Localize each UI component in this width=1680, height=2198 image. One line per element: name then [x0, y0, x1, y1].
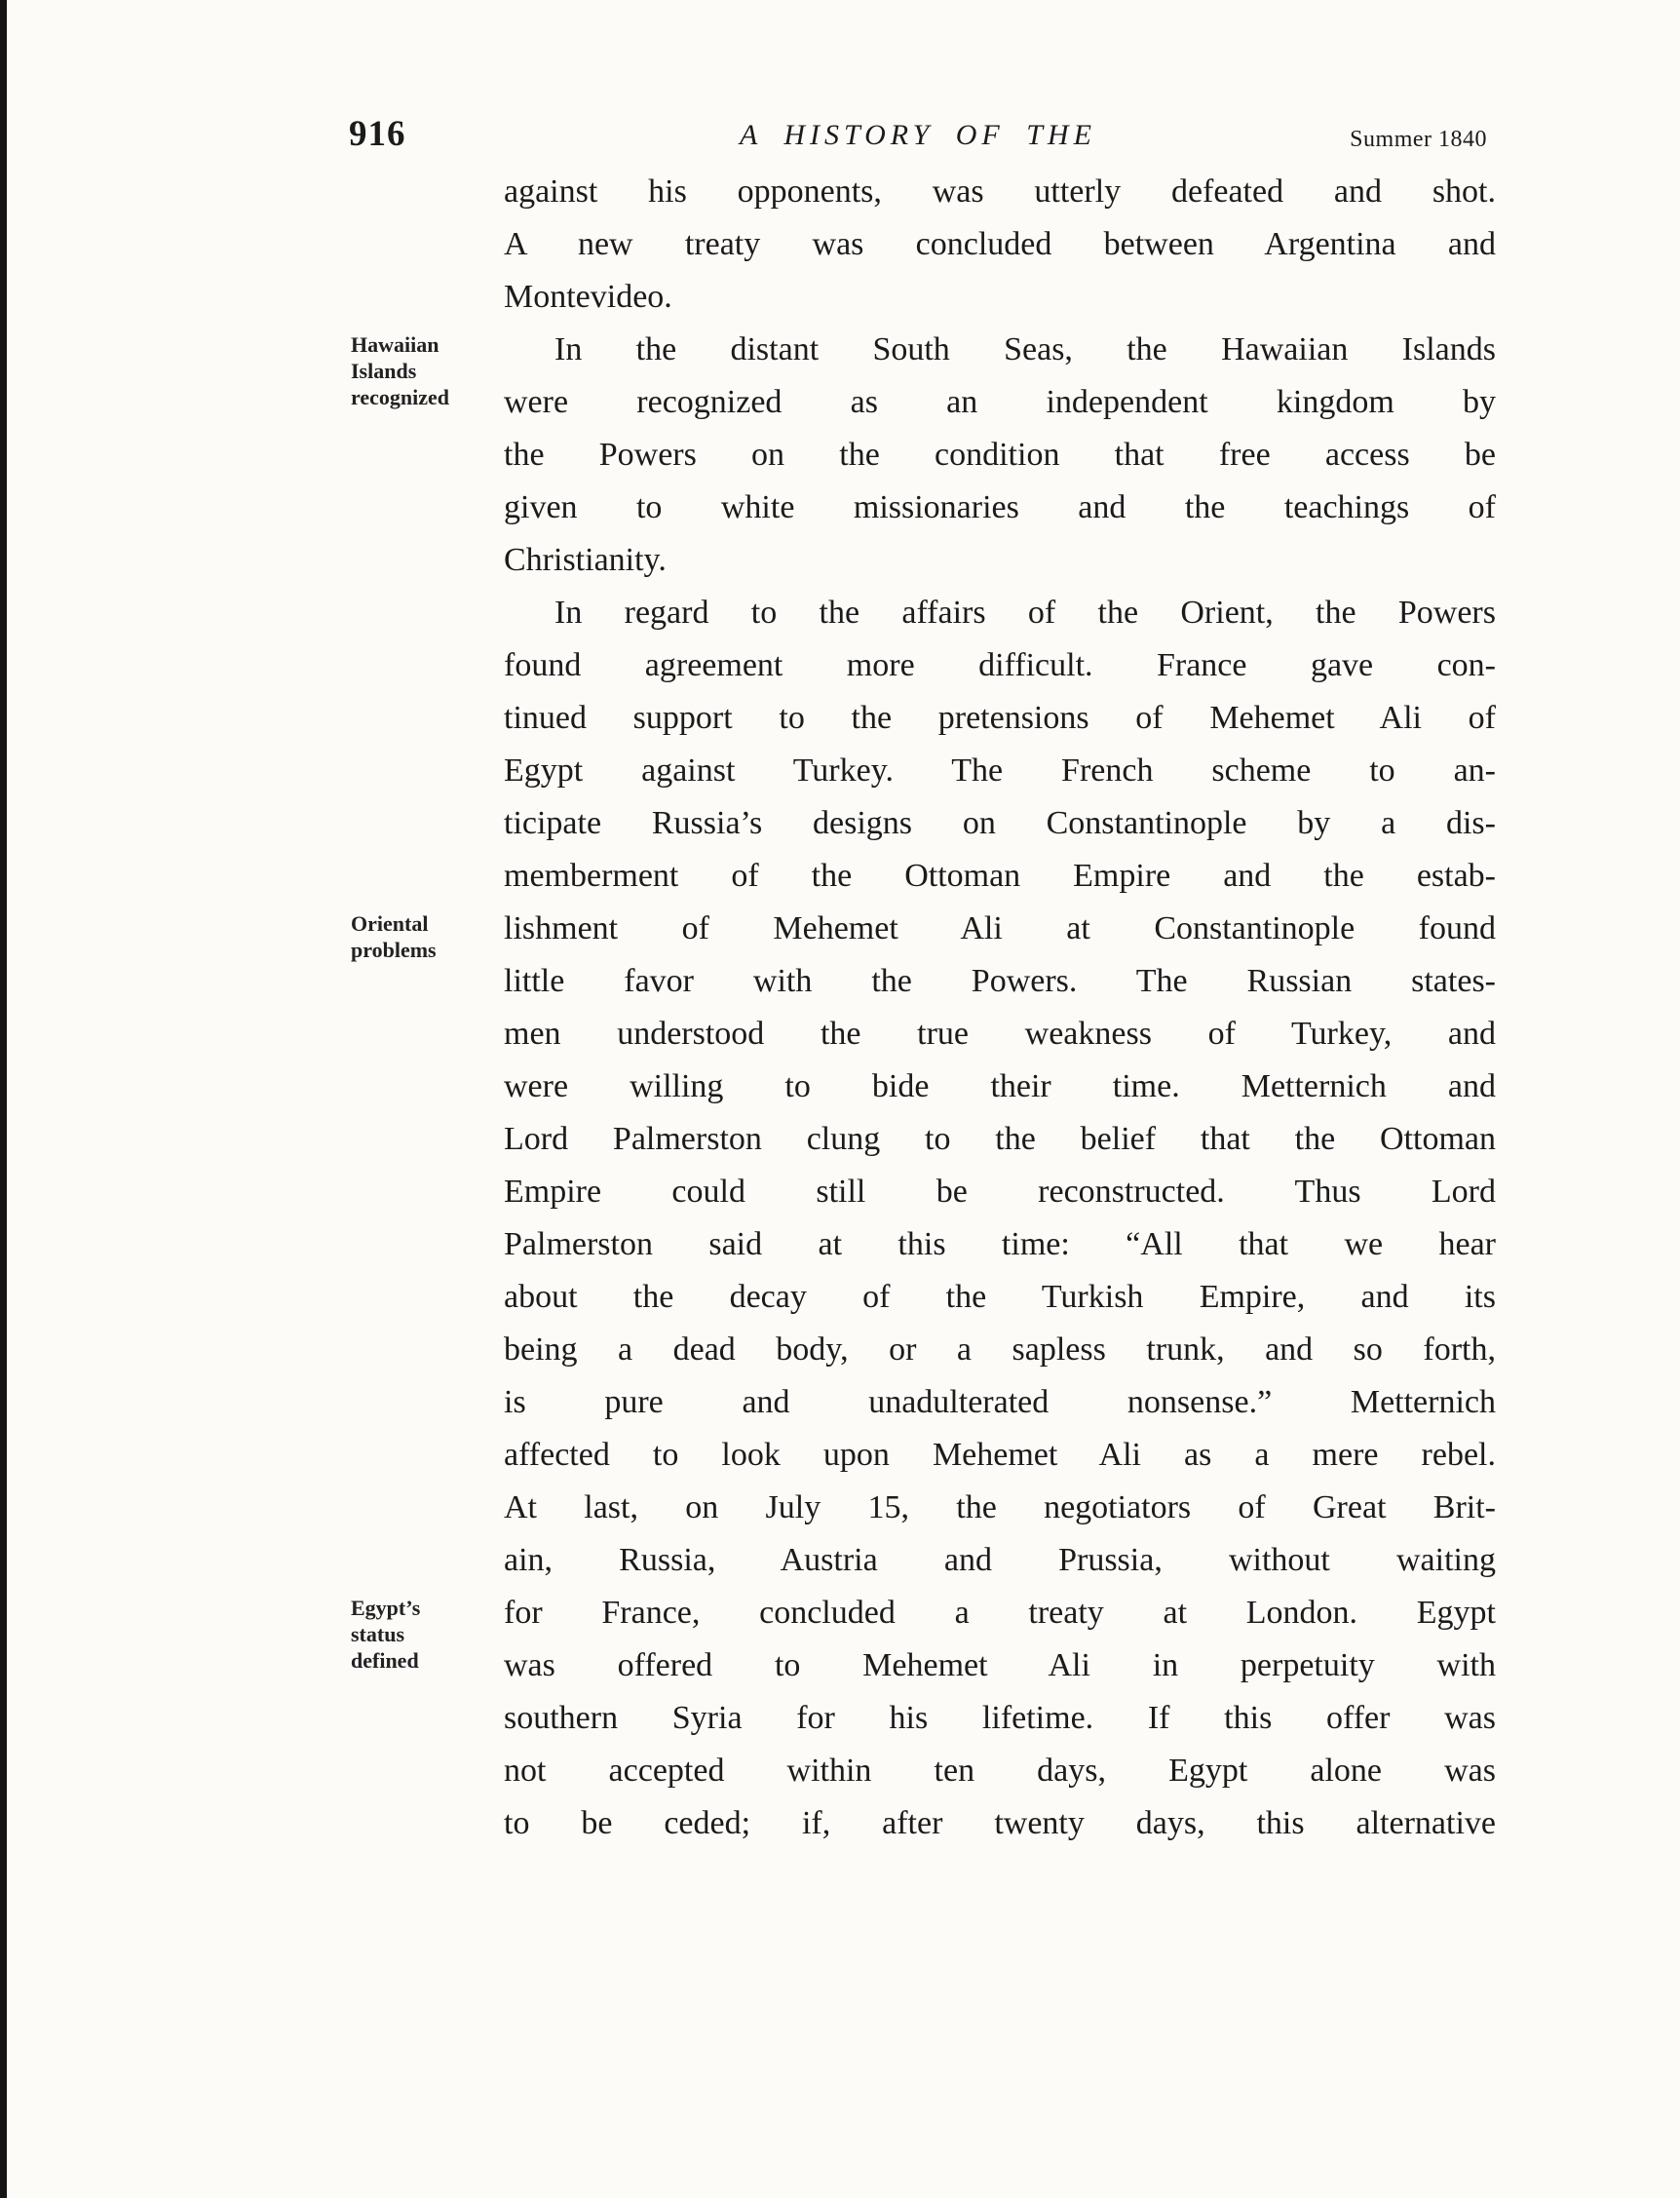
- text-line: memberment of the Ottoman Empire and the estab-: [504, 858, 1496, 894]
- margin-note-line: Oriental: [351, 911, 429, 936]
- text-line: Egypt against Turkey. The French scheme to an-: [504, 752, 1496, 789]
- margin-note-line: status: [351, 1622, 405, 1646]
- text-line: Christianity.: [504, 542, 667, 578]
- text-line: southern Syria for his lifetime. If this offer was: [504, 1700, 1496, 1736]
- text-line: against his opponents, was utterly defeated and shot.: [504, 174, 1496, 210]
- text-line: is pure and unadulterated nonsense.” Metternich: [504, 1384, 1496, 1420]
- text-line: were recognized as an independent kingdom by: [504, 384, 1496, 420]
- text-line: was offered to Mehemet Ali in perpetuity with: [504, 1647, 1496, 1683]
- text-line: about the decay of the Turkish Empire, and its: [504, 1279, 1496, 1315]
- text-line: to be ceded; if, after twenty days, this alternative: [504, 1805, 1496, 1841]
- text-line: little favor with the Powers. The Russian states-: [504, 963, 1496, 999]
- text-line: ticipate Russia’s designs on Constantinople by a dis-: [504, 805, 1496, 841]
- scan-edge: [0, 0, 7, 2198]
- margin-note-line: Egypt’s: [351, 1596, 421, 1620]
- text-line: the Powers on the condition that free access be: [504, 437, 1496, 473]
- text-line: At last, on July 15, the negotiators of Great Brit-: [504, 1489, 1496, 1525]
- text-line: In regard to the affairs of the Orient, the Powers: [554, 595, 1496, 631]
- text-line: found agreement more difficult. France gave con-: [504, 647, 1496, 683]
- body-text: [504, 166, 1496, 1850]
- date-header: Summer 1840: [1350, 127, 1487, 152]
- text-line: men understood the true weakness of Turkey, and: [504, 1016, 1496, 1052]
- margin-note-line: Islands: [351, 359, 417, 383]
- text-line: A new treaty was concluded between Argentina and: [504, 226, 1496, 262]
- margin-note-line: problems: [351, 938, 437, 962]
- text-line: for France, concluded a treaty at London. Egypt: [504, 1595, 1496, 1631]
- text-line: tinued support to the pretensions of Mehemet Ali of: [504, 700, 1496, 736]
- text-line: Palmerston said at this time: “All that we hear: [504, 1226, 1496, 1262]
- margin-note-line: defined: [351, 1648, 419, 1673]
- text-line: In the distant South Seas, the Hawaiian Islands: [554, 331, 1496, 367]
- text-line: Empire could still be reconstructed. Thus Lord: [504, 1174, 1496, 1210]
- text-line: not accepted within ten days, Egypt alone was: [504, 1753, 1496, 1789]
- text-line: lishment of Mehemet Ali at Constantinople found: [504, 910, 1496, 946]
- text-line: ain, Russia, Austria and Prussia, without waiting: [504, 1542, 1496, 1578]
- text-line: were willing to bide their time. Metternich and: [504, 1068, 1496, 1104]
- page-number: 916: [349, 114, 406, 154]
- text-line: Lord Palmerston clung to the belief that the Ottoman: [504, 1121, 1496, 1157]
- text-line: given to white missionaries and the teachings of: [504, 489, 1496, 525]
- margin-note-line: recognized: [351, 385, 450, 409]
- margin-note-line: Hawaiian: [351, 332, 439, 357]
- text-line: being a dead body, or a sapless trunk, and so forth,: [504, 1331, 1496, 1368]
- running-title: A HISTORY OF THE: [740, 119, 1096, 151]
- margin-note: [351, 910, 497, 963]
- text-line: Montevideo.: [504, 279, 672, 315]
- margin-note: [351, 331, 497, 410]
- margin-note: [351, 1595, 497, 1674]
- text-line: affected to look upon Mehemet Ali as a mere rebel.: [504, 1437, 1496, 1473]
